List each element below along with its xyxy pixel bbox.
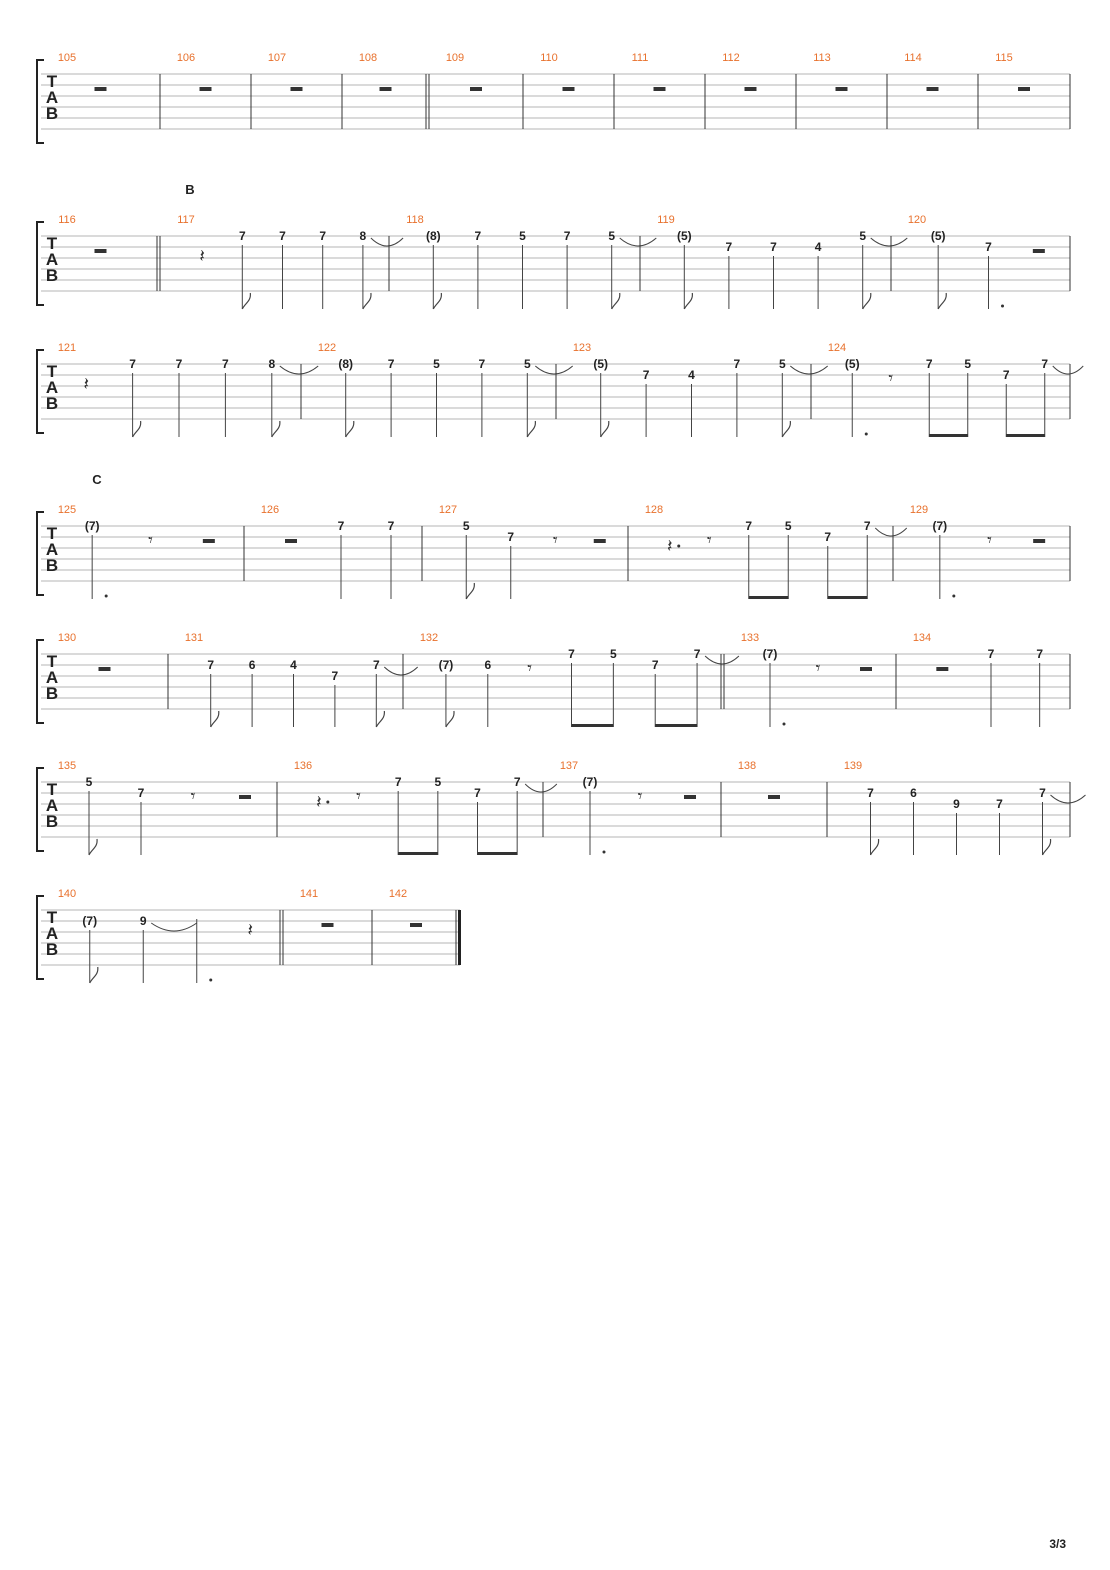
fret-number: 7 (238, 229, 246, 243)
fret-number: (7) (762, 647, 778, 661)
tab-clef-letter: B (45, 940, 59, 959)
half-rest (291, 87, 303, 91)
tab-clef-letter: T (46, 362, 58, 381)
fret-number: 5 (519, 229, 526, 243)
fret-number: 7 (1041, 357, 1049, 371)
tie-arc (1051, 795, 1086, 803)
tab-clef-letter: T (46, 524, 58, 543)
system-bracket (37, 512, 44, 595)
eighth-flag (1043, 839, 1051, 855)
measure-number: 141 (299, 888, 319, 900)
measure-number: 130 (57, 632, 77, 644)
eighth-flag (684, 293, 692, 309)
eighth-rest: 𝄾 (637, 786, 643, 807)
half-rest (95, 249, 107, 253)
fret-number: 7 (642, 368, 650, 382)
measure-number: 132 (419, 632, 439, 644)
dot (865, 433, 868, 436)
tab-clef-letter: T (46, 908, 58, 927)
tab-clef-letter: B (45, 684, 59, 703)
measure-number: 138 (737, 760, 757, 772)
tab-clef-letter: T (46, 234, 58, 253)
measure-number: 136 (293, 760, 313, 772)
fret-number: 7 (337, 519, 345, 533)
fret-number: 7 (387, 519, 395, 533)
fret-number: 7 (568, 647, 575, 661)
fret-number: 5 (85, 775, 93, 789)
eighth-flag (89, 839, 97, 855)
measure-number: 120 (907, 214, 927, 226)
quarter-rest: 𝄽 (247, 920, 254, 941)
half-rest (860, 667, 872, 671)
half-rest (239, 795, 251, 799)
fret-number: 7 (1036, 647, 1044, 661)
measure-number: 121 (57, 342, 77, 354)
eighth-flag (211, 711, 219, 727)
measure-number: 122 (317, 342, 337, 354)
fret-number: 5 (778, 357, 786, 371)
fret-number: 7 (372, 658, 380, 672)
beam (478, 852, 518, 855)
fret-number: (8) (338, 357, 354, 371)
fret-number: 7 (137, 786, 145, 800)
fret-number: 7 (394, 775, 402, 789)
fret-number: (7) (438, 658, 454, 672)
measure-number: 140 (57, 888, 77, 900)
fret-number: (8) (425, 229, 441, 243)
fret-number: (7) (84, 519, 100, 533)
fret-number: 7 (513, 775, 521, 789)
fret-number: 7 (725, 240, 733, 254)
eighth-rest: 𝄾 (190, 786, 196, 807)
half-rest (203, 539, 215, 543)
fret-number: 4 (290, 658, 297, 672)
measure-number: 135 (57, 760, 77, 772)
tie-arc (525, 784, 557, 792)
measure-number: 133 (740, 632, 760, 644)
measure-number: 115 (995, 52, 1013, 64)
half-rest (654, 87, 666, 91)
fret-number: 6 (248, 658, 256, 672)
tab-clef-letter: B (45, 266, 59, 285)
measure-number: 142 (388, 888, 408, 900)
fret-number: 7 (207, 658, 215, 672)
fret-number: 5 (610, 647, 617, 661)
fret-number: 5 (608, 229, 616, 243)
fret-number: 5 (859, 229, 867, 243)
measure-number: 124 (827, 342, 847, 354)
measure-number: 137 (559, 760, 579, 772)
fret-number: (7) (582, 775, 598, 789)
measure-number: 118 (406, 214, 424, 226)
fret-number: 7 (222, 357, 229, 371)
dot (783, 723, 786, 726)
fret-number: (5) (676, 229, 692, 243)
tab-clef-letter: A (45, 540, 59, 559)
system-bracket (37, 640, 44, 723)
page-number: 3/3 (1049, 1537, 1066, 1551)
tab-clef-letter: A (45, 668, 59, 687)
half-rest (563, 87, 575, 91)
eighth-flag (871, 839, 879, 855)
tab-clef-letter: B (45, 812, 59, 831)
eighth-flag (376, 711, 384, 727)
eighth-flag (466, 583, 474, 599)
tie-arc (871, 238, 908, 246)
tie-arc (620, 238, 657, 246)
tie-arc (1053, 366, 1084, 374)
eighth-flag (363, 293, 371, 309)
fret-number: 8 (359, 229, 367, 243)
measure-number: 127 (438, 504, 458, 516)
eighth-flag (601, 421, 609, 437)
measure-number: 139 (843, 760, 863, 772)
fret-number: 5 (784, 519, 792, 533)
eighth-flag (863, 293, 871, 309)
measure-number: 134 (912, 632, 932, 644)
measure-number: 112 (722, 52, 740, 64)
half-rest (1033, 539, 1045, 543)
dot (209, 979, 212, 982)
beam (655, 724, 697, 727)
fret-number: 7 (474, 229, 482, 243)
tie-arc (371, 238, 403, 246)
tab-clef-letter: B (45, 394, 59, 413)
dot (1001, 305, 1004, 308)
eighth-flag (346, 421, 354, 437)
tie-arc (280, 366, 318, 374)
tie-arc (535, 366, 572, 374)
fret-number: 5 (523, 357, 531, 371)
eighth-rest: 𝄾 (815, 658, 821, 679)
half-rest (470, 87, 482, 91)
fret-number: 7 (279, 229, 286, 243)
fret-number: 7 (693, 647, 701, 661)
fret-number: 7 (507, 530, 515, 544)
fret-number: 7 (175, 357, 183, 371)
quarter-rest: 𝄽 (83, 374, 89, 395)
measure-number: 105 (57, 52, 77, 64)
fret-number: 7 (867, 786, 874, 800)
half-rest (285, 539, 297, 543)
eighth-rest: 𝄾 (356, 786, 361, 807)
quarter-rest: 𝄽 (316, 792, 322, 813)
half-rest (410, 923, 422, 927)
eighth-rest: 𝄾 (987, 530, 992, 551)
fret-number: 5 (434, 775, 442, 789)
beam (398, 852, 438, 855)
half-rest (380, 87, 392, 91)
tie-arc (384, 667, 417, 675)
dot (952, 595, 955, 598)
system-bracket (37, 222, 44, 305)
beam (572, 724, 614, 727)
eighth-flag (90, 967, 98, 983)
measure-number: 107 (267, 52, 287, 64)
fret-number: 7 (987, 647, 995, 661)
eighth-flag (938, 293, 946, 309)
measure-number: 125 (57, 504, 77, 516)
fret-number: 5 (964, 357, 972, 371)
dot (677, 545, 680, 548)
quarter-rest: 𝄽 (199, 246, 205, 267)
tab-clef-letter: A (45, 924, 59, 943)
half-rest (836, 87, 848, 91)
eighth-rest: 𝄾 (527, 658, 533, 679)
system-bracket (37, 896, 44, 979)
section-marker: C (92, 472, 102, 487)
measure-number: 106 (176, 52, 196, 64)
eighth-rest: 𝄾 (552, 530, 558, 551)
fret-number: 5 (433, 357, 440, 371)
final-barline-thick (458, 910, 461, 965)
fret-number: 7 (996, 797, 1003, 811)
tab-clef-letter: A (45, 378, 59, 397)
eighth-flag (242, 293, 250, 309)
fret-number: 7 (1039, 786, 1046, 800)
fret-number: 6 (484, 658, 492, 672)
beam (929, 434, 968, 437)
fret-number: (5) (930, 229, 946, 243)
measure-number: 119 (657, 214, 675, 226)
measure-number: 129 (909, 504, 929, 516)
eighth-rest: 𝄾 (706, 530, 712, 551)
half-rest (95, 87, 107, 91)
fret-number: 7 (824, 530, 832, 544)
tab-clef-letter: B (45, 556, 59, 575)
tie-arc (151, 923, 197, 931)
measure-number: 126 (260, 504, 280, 516)
fret-number: 4 (688, 368, 695, 382)
tab-clef-letter: B (45, 104, 59, 123)
half-rest (594, 539, 606, 543)
beam (1006, 434, 1045, 437)
eighth-flag (782, 421, 790, 437)
half-rest (200, 87, 212, 91)
measure-number: 131 (184, 632, 204, 644)
system-bracket (37, 60, 44, 143)
half-rest (1018, 87, 1030, 91)
dot (603, 851, 606, 854)
half-rest (768, 795, 780, 799)
tie-arc (790, 366, 827, 374)
dot (326, 801, 329, 804)
tab-clef-letter: T (46, 780, 58, 799)
tab-clef-letter: A (45, 88, 59, 107)
fret-number: 9 (139, 914, 147, 928)
fret-number: 7 (863, 519, 871, 533)
quarter-rest: 𝄽 (666, 536, 673, 557)
fret-number: (7) (932, 519, 948, 533)
measure-number: 128 (644, 504, 664, 516)
fret-number: (7) (82, 914, 98, 928)
tab-clef-letter: A (45, 796, 59, 815)
tab-clef-letter: T (46, 652, 58, 671)
system-bracket (37, 350, 44, 433)
half-rest (1033, 249, 1045, 253)
eighth-rest: 𝄾 (888, 368, 894, 389)
fret-number: 7 (745, 519, 753, 533)
half-rest (927, 87, 939, 91)
fret-number: 7 (319, 229, 327, 243)
fret-number: 7 (563, 229, 571, 243)
measure-number: 108 (358, 52, 378, 64)
tab-clef-letter: T (46, 72, 58, 91)
half-rest (745, 87, 757, 91)
measure-number: 117 (177, 214, 195, 226)
fret-number: 7 (478, 357, 486, 371)
half-rest (322, 923, 334, 927)
section-marker: B (185, 182, 195, 197)
fret-number: 8 (268, 357, 276, 371)
measure-number: 109 (445, 52, 465, 64)
system-bracket (37, 768, 44, 851)
fret-number: (5) (844, 357, 860, 371)
measure-number: 116 (58, 214, 76, 226)
fret-number: 7 (387, 357, 395, 371)
eighth-flag (433, 293, 441, 309)
fret-number: 4 (814, 240, 822, 254)
eighth-flag (612, 293, 620, 309)
eighth-rest: 𝄾 (148, 530, 153, 551)
half-rest (936, 667, 948, 671)
measure-number: 110 (540, 52, 558, 64)
tie-arc (875, 528, 907, 536)
beam (749, 596, 789, 599)
half-rest (684, 795, 696, 799)
fret-number: 7 (474, 786, 481, 800)
dot (105, 595, 108, 598)
tie-arc (705, 656, 739, 664)
measure-number: 123 (572, 342, 592, 354)
fret-number: 5 (462, 519, 470, 533)
eighth-flag (133, 421, 141, 437)
eighth-flag (272, 421, 280, 437)
fret-number: 7 (1002, 368, 1010, 382)
fret-number: 7 (985, 240, 992, 254)
fret-number: 7 (770, 240, 777, 254)
half-rest (99, 667, 111, 671)
eighth-flag (527, 421, 535, 437)
measure-number: 113 (813, 52, 831, 64)
fret-number: 7 (129, 357, 136, 371)
fret-number: 7 (651, 658, 659, 672)
tab-clef-letter: A (45, 250, 59, 269)
fret-number: 7 (331, 669, 339, 683)
fret-number: (5) (593, 357, 609, 371)
fret-number: 9 (953, 797, 960, 811)
measure-number: 111 (631, 52, 649, 64)
fret-number: 7 (733, 357, 741, 371)
fret-number: 6 (910, 786, 917, 800)
eighth-flag (446, 711, 454, 727)
beam (828, 596, 868, 599)
measure-number: 114 (904, 52, 922, 64)
fret-number: 7 (925, 357, 933, 371)
